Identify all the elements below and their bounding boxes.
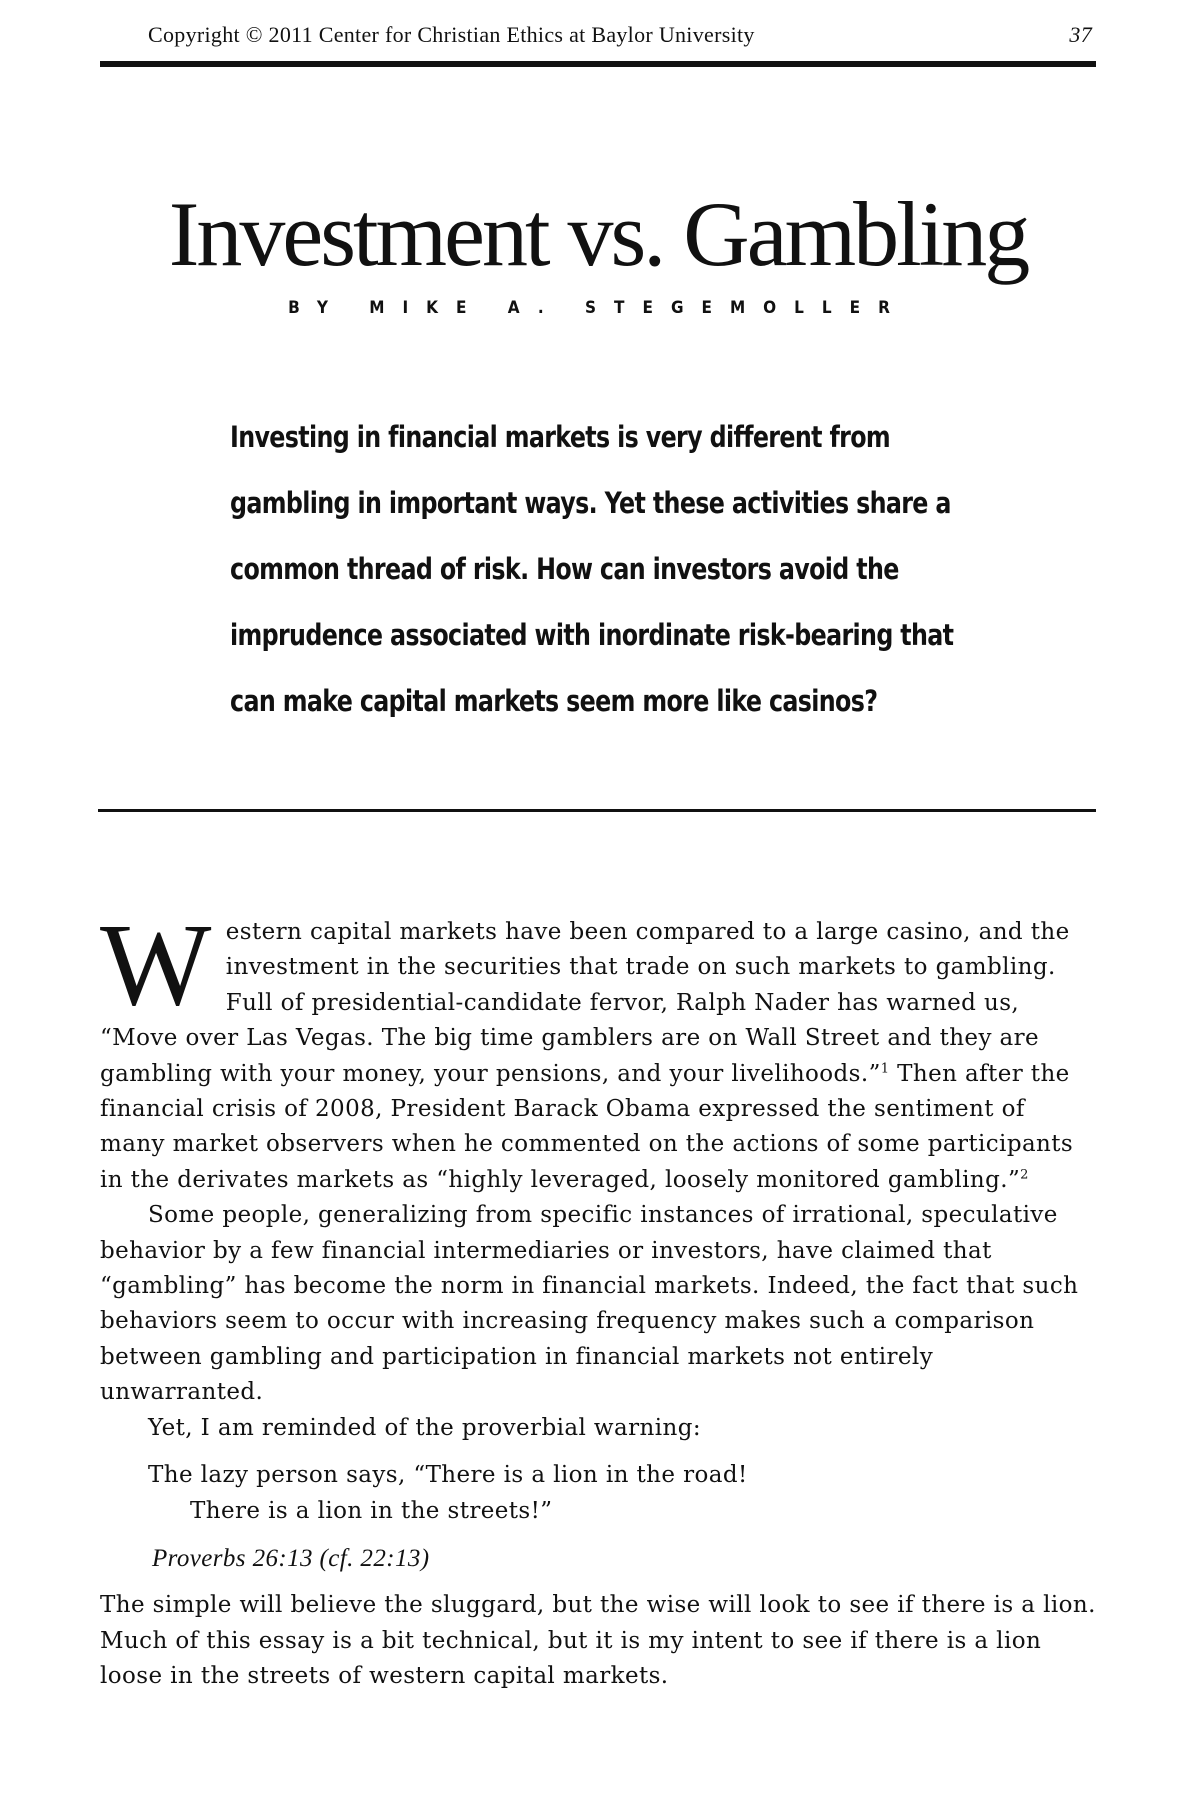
article-body — [100, 899, 1096, 1695]
article-title: Investment vs. Gambling — [168, 183, 1028, 285]
paragraph-4: The simple will believe the sluggard, but the wise will look to see if there is a lion. Much of this essay is a bit technical, but it is my intent to see if there is a lion loose in the streets of western capital markets. — [100, 1592, 1096, 1690]
header-rule — [100, 61, 1096, 67]
page-number: 37 — [1069, 22, 1092, 47]
paragraph-3: Yet, I am reminded of the proverbial warning: — [148, 1414, 701, 1441]
epigraph-citation: Proverbs 26:13 (cf. 22:13) — [152, 1544, 430, 1572]
paragraph-1 — [100, 899, 1096, 1198]
drop-cap: W — [100, 899, 212, 1030]
paragraph-1-text-b: Then after the financial crisis of 2008, President Barack Obama expressed the sentiment of many market observers when he commented on the actions of some participants in the derivates markets as “highly leveraged, loosely monitored gambling.” — [100, 1060, 1074, 1193]
byline: BY MIKE A. STEGEMOLLER — [288, 298, 908, 318]
epigraph-line-1: The lazy person says, “There is a lion in the road! — [148, 1462, 748, 1489]
epigraph-line-2: There is a lion in the streets!” — [190, 1497, 553, 1524]
article-deck: Investing in financial markets is very different from gambling in important ways. Yet these activities share a common thread of risk. How can investors avoid the imprudence associated with inordinate risk-bearing that can make capital markets seem more like casinos? — [230, 420, 954, 718]
section-rule — [98, 809, 1096, 812]
paragraph-1-text-a: estern capital markets have been compared to a large casino, and the investment in the securities that trade on such markets to gambling. Full of presidential-candidate fervor, Ralph Nader has warned us, “Move over Las Vegas. The big time gamblers are on Wall Street and they are gambling with your money, your pensions, and your livelihoods.” — [100, 919, 1070, 1087]
paragraph-2: Some people, generalizing from specific instances of irrational, speculative behavior by a few financial intermediaries or investors, have claimed that “gambling” has become the norm in financial markets. Indeed, the fact that such behaviors seem to occur with increasing frequency makes such a comparison between gambling and participation in financial markets not entirely unwarranted. — [100, 1202, 1079, 1406]
copyright-notice: Copyright © 2011 Center for Christian Ethics at Baylor University — [148, 22, 755, 47]
running-head — [148, 22, 1092, 48]
footnote-marker-2[interactable]: 2 — [1020, 1167, 1029, 1183]
footnote-marker-1[interactable]: 1 — [880, 1060, 890, 1076]
epigraph — [148, 1458, 1096, 1529]
